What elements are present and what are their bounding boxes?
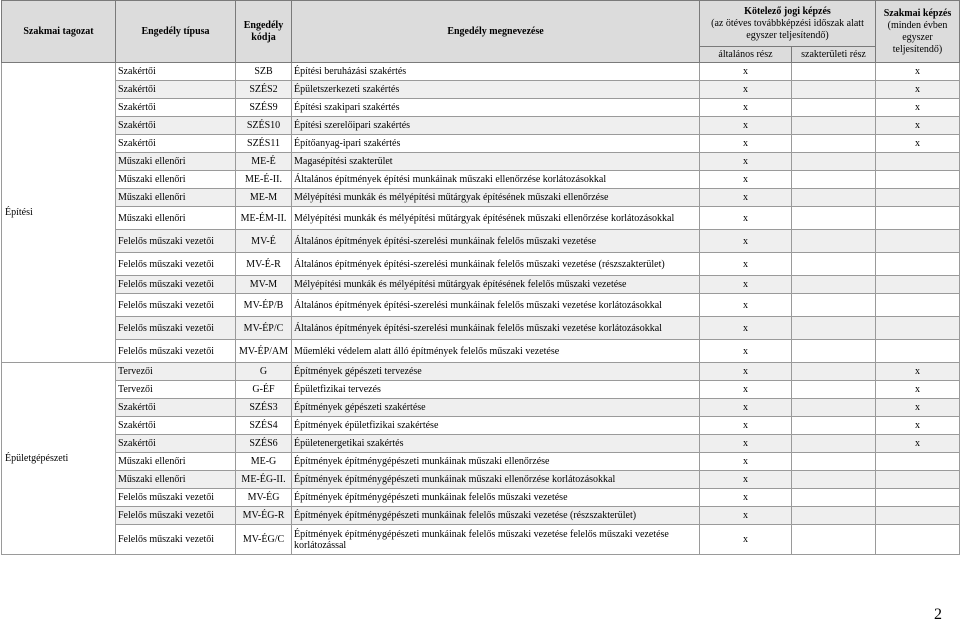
cell-engedely-kodja: ME-É	[236, 153, 292, 171]
cell-szakteruleti-resz	[792, 294, 876, 317]
cell-szakteruleti-resz	[792, 435, 876, 453]
table-row	[2, 230, 960, 253]
cell-altalanos-resz: x	[700, 340, 792, 363]
cell-engedely-tipusa: Tervezői	[116, 363, 236, 381]
cell-engedely-tipusa: Szakértői	[116, 99, 236, 117]
cell-altalanos-resz: x	[700, 453, 792, 471]
cell-engedely-megnevezese: Építmények építménygépészeti munkáinak műszaki ellenőrzése	[292, 453, 700, 471]
cell-szakmai-kepzes: x	[876, 435, 960, 453]
cell-engedely-kodja: SZÉS6	[236, 435, 292, 453]
cell-engedely-kodja: MV-ÉG/C	[236, 525, 292, 555]
cell-engedely-kodja: MV-M	[236, 276, 292, 294]
cell-engedely-kodja: ME-G	[236, 453, 292, 471]
header-altalanos-resz: általános rész	[700, 47, 792, 63]
cell-engedely-megnevezese: Mélyépítési munkák és mélyépítési műtárgyak építésének felelős műszaki vezetése	[292, 276, 700, 294]
cell-szakmai-kepzes	[876, 189, 960, 207]
cell-engedely-megnevezese: Építmények épületfizikai szakértése	[292, 417, 700, 435]
cell-szakteruleti-resz	[792, 507, 876, 525]
cell-altalanos-resz: x	[700, 171, 792, 189]
cell-szakmai-kepzes	[876, 276, 960, 294]
header-kotelezo-jogi-kepzes	[700, 1, 876, 47]
cell-szakmai-kepzes: x	[876, 381, 960, 399]
cell-altalanos-resz: x	[700, 207, 792, 230]
cell-altalanos-resz: x	[700, 153, 792, 171]
cell-engedely-tipusa: Felelős műszaki vezetői	[116, 317, 236, 340]
group-epuletgepeszeti: Épületgépészeti	[2, 363, 116, 555]
cell-szakteruleti-resz	[792, 189, 876, 207]
cell-engedely-kodja: MV-ÉG-R	[236, 507, 292, 525]
table-row	[2, 294, 960, 317]
cell-szakteruleti-resz	[792, 317, 876, 340]
cell-engedely-kodja: G-ÉF	[236, 381, 292, 399]
table-row	[2, 340, 960, 363]
cell-engedely-megnevezese: Mélyépítési munkák és mélyépítési műtárgyak építésének műszaki ellenőrzése	[292, 189, 700, 207]
cell-altalanos-resz: x	[700, 317, 792, 340]
cell-altalanos-resz: x	[700, 471, 792, 489]
table-row	[2, 135, 960, 153]
header-szakmai-title: Szakmai képzés	[883, 7, 952, 19]
cell-szakteruleti-resz	[792, 253, 876, 276]
license-table	[1, 0, 960, 555]
cell-szakteruleti-resz	[792, 363, 876, 381]
cell-altalanos-resz: x	[700, 99, 792, 117]
cell-engedely-tipusa: Szakértői	[116, 417, 236, 435]
cell-engedely-kodja: ME-ÉM-II.	[236, 207, 292, 230]
group-epitesi: Építési	[2, 63, 116, 363]
cell-altalanos-resz: x	[700, 507, 792, 525]
cell-engedely-megnevezese: Általános építmények építési-szerelési munkáinak felelős műszaki vezetése korlátozásokkal	[292, 294, 700, 317]
table-row	[2, 81, 960, 99]
cell-engedely-tipusa: Szakértői	[116, 399, 236, 417]
header-szakmai-tagozat: Szakmai tagozat	[2, 1, 116, 63]
page-number: 2	[934, 606, 942, 623]
table-row	[2, 381, 960, 399]
header-kotelezo-title: Kötelező jogi képzés	[744, 5, 831, 17]
cell-engedely-megnevezese: Építmények építménygépészeti munkáinak felelős műszaki vezetése felelős műszaki vezetése korlátozással	[292, 525, 700, 555]
cell-engedely-kodja: SZÉS9	[236, 99, 292, 117]
cell-szakteruleti-resz	[792, 81, 876, 99]
cell-szakteruleti-resz	[792, 453, 876, 471]
cell-engedely-megnevezese: Építési beruházási szakértés	[292, 63, 700, 81]
cell-engedely-megnevezese: Általános építmények építési-szerelési munkáinak felelős műszaki vezetése korlátozásokkal	[292, 317, 700, 340]
cell-szakteruleti-resz	[792, 135, 876, 153]
cell-engedely-kodja: SZB	[236, 63, 292, 81]
cell-engedely-kodja: G	[236, 363, 292, 381]
table-row	[2, 276, 960, 294]
table-row	[2, 489, 960, 507]
cell-altalanos-resz: x	[700, 189, 792, 207]
cell-szakmai-kepzes	[876, 525, 960, 555]
header-engedely-megnevezese: Engedély megnevezése	[292, 1, 700, 63]
cell-engedely-kodja: SZÉS10	[236, 117, 292, 135]
cell-szakmai-kepzes: x	[876, 63, 960, 81]
cell-engedely-kodja: MV-É-R	[236, 253, 292, 276]
table-row	[2, 417, 960, 435]
cell-szakmai-kepzes	[876, 153, 960, 171]
cell-engedely-tipusa: Felelős műszaki vezetői	[116, 276, 236, 294]
cell-engedely-kodja: MV-ÉP/B	[236, 294, 292, 317]
cell-engedely-kodja: MV-ÉP/AM	[236, 340, 292, 363]
cell-szakmai-kepzes: x	[876, 399, 960, 417]
cell-engedely-tipusa: Műszaki ellenőri	[116, 189, 236, 207]
cell-altalanos-resz: x	[700, 294, 792, 317]
header-szakteruleti-resz: szakterületi rész	[792, 47, 876, 63]
cell-engedely-tipusa: Szakértői	[116, 81, 236, 99]
cell-engedely-tipusa: Műszaki ellenőri	[116, 453, 236, 471]
header-szakmai-subtitle: (minden évben egyszer teljesítendő)	[887, 19, 948, 55]
cell-engedely-tipusa: Tervezői	[116, 381, 236, 399]
cell-engedely-tipusa: Szakértői	[116, 135, 236, 153]
table-row	[2, 63, 960, 81]
table-row	[2, 507, 960, 525]
cell-engedely-megnevezese: Épületszerkezeti szakértés	[292, 81, 700, 99]
cell-engedely-megnevezese: Műemléki védelem alatt álló építmények felelős műszaki vezetése	[292, 340, 700, 363]
cell-szakmai-kepzes	[876, 507, 960, 525]
cell-engedely-tipusa: Felelős műszaki vezetői	[116, 489, 236, 507]
cell-engedely-megnevezese: Mélyépítési munkák és mélyépítési műtárgyak építésének műszaki ellenőrzése korlátozásokkal	[292, 207, 700, 230]
cell-altalanos-resz: x	[700, 525, 792, 555]
table-row	[2, 117, 960, 135]
cell-szakteruleti-resz	[792, 207, 876, 230]
cell-engedely-tipusa: Felelős műszaki vezetői	[116, 340, 236, 363]
cell-engedely-tipusa: Felelős műszaki vezetői	[116, 525, 236, 555]
cell-szakteruleti-resz	[792, 63, 876, 81]
header-kotelezo-subtitle: (az ötéves továbbképzési időszak alatt egyszer teljesítendő)	[711, 17, 864, 41]
cell-engedely-kodja: SZÉS4	[236, 417, 292, 435]
cell-szakteruleti-resz	[792, 117, 876, 135]
table-row	[2, 207, 960, 230]
cell-engedely-kodja: MV-ÉP/C	[236, 317, 292, 340]
cell-altalanos-resz: x	[700, 399, 792, 417]
cell-engedely-tipusa: Szakértői	[116, 63, 236, 81]
cell-engedely-megnevezese: Épületenergetikai szakértés	[292, 435, 700, 453]
table-row	[2, 363, 960, 381]
cell-engedely-megnevezese: Építési szerelőipari szakértés	[292, 117, 700, 135]
cell-szakmai-kepzes: x	[876, 417, 960, 435]
cell-szakmai-kepzes	[876, 230, 960, 253]
cell-engedely-kodja: ME-ÉG-II.	[236, 471, 292, 489]
cell-szakmai-kepzes	[876, 471, 960, 489]
cell-szakteruleti-resz	[792, 340, 876, 363]
cell-altalanos-resz: x	[700, 253, 792, 276]
cell-engedely-tipusa: Felelős műszaki vezetői	[116, 294, 236, 317]
cell-szakmai-kepzes	[876, 294, 960, 317]
table-row	[2, 317, 960, 340]
cell-engedely-tipusa: Felelős műszaki vezetői	[116, 230, 236, 253]
cell-engedely-tipusa: Felelős műszaki vezetői	[116, 507, 236, 525]
table-row	[2, 453, 960, 471]
cell-szakteruleti-resz	[792, 489, 876, 507]
cell-szakmai-kepzes	[876, 340, 960, 363]
cell-engedely-megnevezese: Építmények építménygépészeti munkáinak műszaki ellenőrzése korlátozásokkal	[292, 471, 700, 489]
cell-szakmai-kepzes	[876, 171, 960, 189]
cell-szakmai-kepzes	[876, 489, 960, 507]
cell-altalanos-resz: x	[700, 276, 792, 294]
cell-szakteruleti-resz	[792, 276, 876, 294]
cell-altalanos-resz: x	[700, 63, 792, 81]
cell-szakmai-kepzes: x	[876, 117, 960, 135]
cell-altalanos-resz: x	[700, 363, 792, 381]
cell-engedely-kodja: ME-É-II.	[236, 171, 292, 189]
cell-engedely-megnevezese: Általános építmények építési-szerelési munkáinak felelős műszaki vezetése	[292, 230, 700, 253]
cell-szakmai-kepzes: x	[876, 135, 960, 153]
header-engedely-tipusa: Engedély típusa	[116, 1, 236, 63]
cell-szakteruleti-resz	[792, 381, 876, 399]
cell-szakmai-kepzes	[876, 317, 960, 340]
cell-engedely-tipusa: Műszaki ellenőri	[116, 207, 236, 230]
cell-szakteruleti-resz	[792, 153, 876, 171]
cell-engedely-kodja: SZÉS3	[236, 399, 292, 417]
cell-altalanos-resz: x	[700, 381, 792, 399]
cell-engedely-tipusa: Műszaki ellenőri	[116, 153, 236, 171]
cell-altalanos-resz: x	[700, 230, 792, 253]
header-engedely-kodja: Engedély kódja	[236, 1, 292, 63]
cell-engedely-megnevezese: Általános építmények építési-szerelési munkáinak felelős műszaki vezetése (részszakterület)	[292, 253, 700, 276]
cell-szakteruleti-resz	[792, 399, 876, 417]
table-row	[2, 399, 960, 417]
cell-engedely-megnevezese: Építmények építménygépészeti munkáinak felelős műszaki vezetése (részszakterület)	[292, 507, 700, 525]
table-row	[2, 525, 960, 555]
cell-engedely-megnevezese: Építmények gépészeti tervezése	[292, 363, 700, 381]
cell-szakmai-kepzes: x	[876, 363, 960, 381]
cell-szakteruleti-resz	[792, 417, 876, 435]
cell-szakmai-kepzes	[876, 253, 960, 276]
cell-engedely-megnevezese: Általános építmények építési munkáinak műszaki ellenőrzése korlátozásokkal	[292, 171, 700, 189]
cell-engedely-kodja: SZÉS11	[236, 135, 292, 153]
cell-engedely-megnevezese: Épületfizikai tervezés	[292, 381, 700, 399]
cell-altalanos-resz: x	[700, 489, 792, 507]
cell-altalanos-resz: x	[700, 417, 792, 435]
cell-engedely-kodja: ME-M	[236, 189, 292, 207]
cell-szakmai-kepzes	[876, 453, 960, 471]
cell-szakteruleti-resz	[792, 230, 876, 253]
cell-szakteruleti-resz	[792, 99, 876, 117]
cell-szakmai-kepzes: x	[876, 99, 960, 117]
cell-engedely-tipusa: Felelős műszaki vezetői	[116, 253, 236, 276]
header-szakmai-kepzes	[876, 1, 960, 63]
cell-szakteruleti-resz	[792, 525, 876, 555]
cell-szakteruleti-resz	[792, 171, 876, 189]
cell-engedely-tipusa: Szakértői	[116, 435, 236, 453]
cell-engedely-megnevezese: Építőanyag-ipari szakértés	[292, 135, 700, 153]
cell-altalanos-resz: x	[700, 135, 792, 153]
table-body	[2, 63, 960, 555]
table-row	[2, 189, 960, 207]
cell-altalanos-resz: x	[700, 117, 792, 135]
cell-altalanos-resz: x	[700, 435, 792, 453]
table-row	[2, 471, 960, 489]
cell-altalanos-resz: x	[700, 81, 792, 99]
cell-engedely-tipusa: Szakértői	[116, 117, 236, 135]
cell-szakteruleti-resz	[792, 471, 876, 489]
cell-engedely-megnevezese: Építési szakipari szakértés	[292, 99, 700, 117]
cell-engedely-megnevezese: Építmények gépészeti szakértése	[292, 399, 700, 417]
table-row	[2, 99, 960, 117]
table-row	[2, 435, 960, 453]
cell-engedely-kodja: MV-ÉG	[236, 489, 292, 507]
cell-engedely-tipusa: Műszaki ellenőri	[116, 171, 236, 189]
cell-engedely-megnevezese: Építmények építménygépészeti munkáinak felelős műszaki vezetése	[292, 489, 700, 507]
cell-engedely-megnevezese: Magasépítési szakterület	[292, 153, 700, 171]
cell-engedely-tipusa: Műszaki ellenőri	[116, 471, 236, 489]
table-row	[2, 171, 960, 189]
table-row	[2, 153, 960, 171]
table-row	[2, 253, 960, 276]
cell-szakmai-kepzes	[876, 207, 960, 230]
cell-engedely-kodja: SZÉS2	[236, 81, 292, 99]
cell-szakmai-kepzes: x	[876, 81, 960, 99]
cell-engedely-kodja: MV-É	[236, 230, 292, 253]
